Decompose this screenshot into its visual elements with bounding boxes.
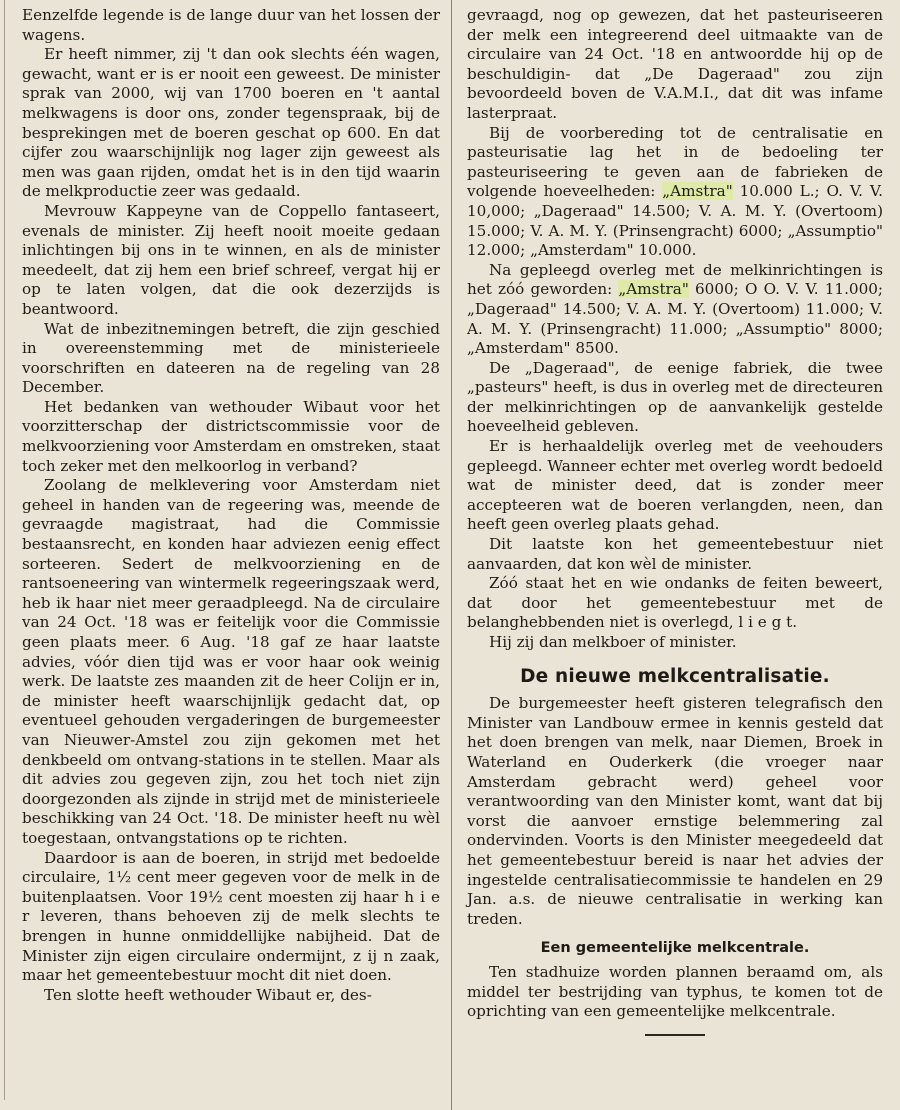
paragraph-stadhuis: Ten stadhuize worden plannen beraamd om, als middel ter bestrijding van typhus, te komen tot de oprichting van een gemeentelijke melkcentrale.	[467, 962, 883, 1021]
end-rule	[645, 1034, 705, 1036]
amstra-highlight: „Amstra"	[618, 280, 689, 299]
paragraph-overleg: Er is herhaaldelijk overleg met de veehouders gepleegd. Wanneer echter met overleg wordt bedoeld wat de minister deed, dat is zonder meer accepteeren wat de boeren verlangden, neen, dan heeft geen overleg plaats gehad.	[467, 437, 883, 534]
text-after: 6000; O O. V. V. 11.000; „Dageraad" 14.500; V. A. M. Y. (Overtoom) 11.000; V. A. M. Y. (Prinsengracht) 11.000; „Assumptio" 8000; „Amsterdam" 8500.	[467, 280, 884, 358]
paragraph-aanvaarden: Dit laatste kon het gemeentebestuur niet aanvaarden, dat kon wèl de minister.	[467, 535, 883, 573]
paragraph-7: Daardoor is aan de boeren, in strijd met bedoelde circulaire, 1½ cent meer gegeven voor de melk in de buitenplaatsen. Voor 19½ cent moesten zij haar h i e r leveren, thans behoeven zij de melk slechts te brengen in hunne onmiddellijke nabijheid. Dat de Minister zijn eigen circulaire ondermijnt, z ij n zaak, maar het gemeentebestuur mocht dit niet doen.	[22, 848, 440, 985]
paragraph-8: Ten slotte heeft wethouder Wibaut er, des-	[44, 985, 372, 1004]
paragraph-1: Eenzelfde legende is de lange duur van het lossen der wagens.	[22, 6, 440, 44]
left-column	[22, 6, 440, 1005]
text-before: Na gepleegd overleg met de melkinrichtingen is het zóó geworden:	[467, 260, 883, 299]
paragraph-quantities-actual	[467, 261, 883, 359]
paragraph-melkboer: Hij zij dan melkboer of minister.	[489, 633, 737, 651]
paragraph-liegt: Zóó staat het en wie ondanks de feiten beweert, dat door het gemeentebestuur met de belanghebbenden niet is overlegd, l i e g t.	[467, 574, 883, 632]
paragraph-quantities-planned	[467, 124, 883, 261]
amstra-highlight: „Amstra"	[662, 182, 733, 201]
right-column	[467, 6, 883, 1036]
text-after: 10.000 L.; O. V. V. 10,000; „Dageraad" 14.500; V. A. M. Y. (Overtoom) 15.000; V. A. M. Y. (Prinsengracht) 6000; „Assumptio" 12.000; „Amsterdam" 10.000.	[467, 182, 883, 260]
paragraph-continued: gevraagd, nog op gewezen, dat het pasteuriseeren der melk een integreerend deel uitmaakte van de circulaire van 24 Oct. '18 en antwoordde hij op de beschuldigin- dat „De Dageraad" zou zijn bevoordeeld boven de V.A.M.I., dat dit was infame lasterpraat.	[467, 6, 883, 122]
article-subheadline: Een gemeentelijke melkcentrale.	[540, 940, 810, 957]
paragraph-dageraad: De „Dageraad", de eenige fabriek, die twee „pasteurs" heeft, is dus in overleg met de directeuren der melkinrichtingen op de aanvankelijk gestelde hoeveelheid gebleven.	[467, 358, 883, 436]
paragraph-4: Wat de inbezitnemingen betreft, die zijn geschied in overeenstemming met de ministerieele voorschriften en dateeren na de regeling van 28 December.	[22, 319, 440, 397]
paragraph-5: Het bedanken van wethouder Wibaut voor het voorzitterschap der districtscommissie voor de melkvoorziening voor Amsterdam en omstreken, staat toch zeker met den melkoorlog in verband?	[22, 397, 440, 475]
paragraph-2: Er heeft nimmer, zij 't dan ook slechts één wagen, gewacht, want er is er nooit een geweest. De minister sprak van 2000, wij van 1700 boeren en 't aantal melkwagens is door ons, zonder tegenspraak, bij de besprekingen met de boeren geschat op 600. En dat cijfer zou waarschijnlijk nog lager zijn geweest als men was gaan rijden, omdat het is in den tijd waarin de melkproductie zeer was gedaald.	[22, 45, 440, 201]
paragraph-3: Mevrouw Kappeyne van de Coppello fantaseert, evenals de minister. Zij heeft nooit moeite gedaan inlichtingen bij ons in te winnen, en als de minister meedeelt, dat zij hem een brief schreef, vergat hij er op te laten volgen, dat die ook dezerzijds is beantwoord.	[22, 201, 440, 318]
text-before: Bij de voorbereding tot de centralisatie en pasteurisatie lag het in de bedoeling ter pasteuriseering te geven aan de fabrieken de volgende hoeveelheden:	[467, 123, 883, 201]
paragraph-6: Zoolang de melklevering voor Amsterdam niet geheel in handen van de regeering was, meende de gevraagde magistraat, had die Commissie bestaansrecht, en konden haar adviezen eenig effect sorteeren. Sedert de melkvoorziening en de rantsoeneering van wintermelk regeeringszaak werd, heb ik haar niet meer geraadpleegd. Na de circulaire van 24 Oct. '18 was er feitelijk voor die Commissie geen plaats meer. 6 Aug. '18 gaf ze haar laatste advies, vóór dien tijd was er voor haar ook weinig werk. De laatste zes maanden zit de heer Colijn er in, de minister heeft waarschijnlijk gedacht dat, op eventueel gehouden vergaderingen de burgemeester van Nieuwer-Amstel zou zijn gekomen met het denkbeeld om ontvang-stations in te stellen. Maar als dit advies zou gegeven zijn, zou het toch niet zijn doorgezonden als zijnde in strijd met de ministerieele beschikking van 24 Oct. '18. De minister heeft nu wèl toegestaan, ontvangstations op te richten.	[22, 476, 440, 847]
left-edge-rule	[4, 0, 5, 1100]
column-divider	[451, 0, 452, 1110]
paragraph-burgemeester: De burgemeester heeft gisteren telegrafisch den Minister van Landbouw ermee in kennis gesteld dat het doen brengen van melk, naar Diemen, Broek in Waterland en Ouderkerk (die vroeger naar Amsterdam gebracht werd) geheel voor verantwoording van den Minister komt, want dat bij vorst die aanvoer ernstige belemmering zal ondervinden. Voorts is den Minister meegedeeld dat het gemeentebestuur bereid is naar het advies der ingestelde centralisatiecommissie te handelen en 29 Jan. a.s. de nieuwe centralisatie in werking kan treden.	[467, 694, 883, 928]
article-headline: De nieuwe melkcentralisatie.	[520, 665, 830, 687]
